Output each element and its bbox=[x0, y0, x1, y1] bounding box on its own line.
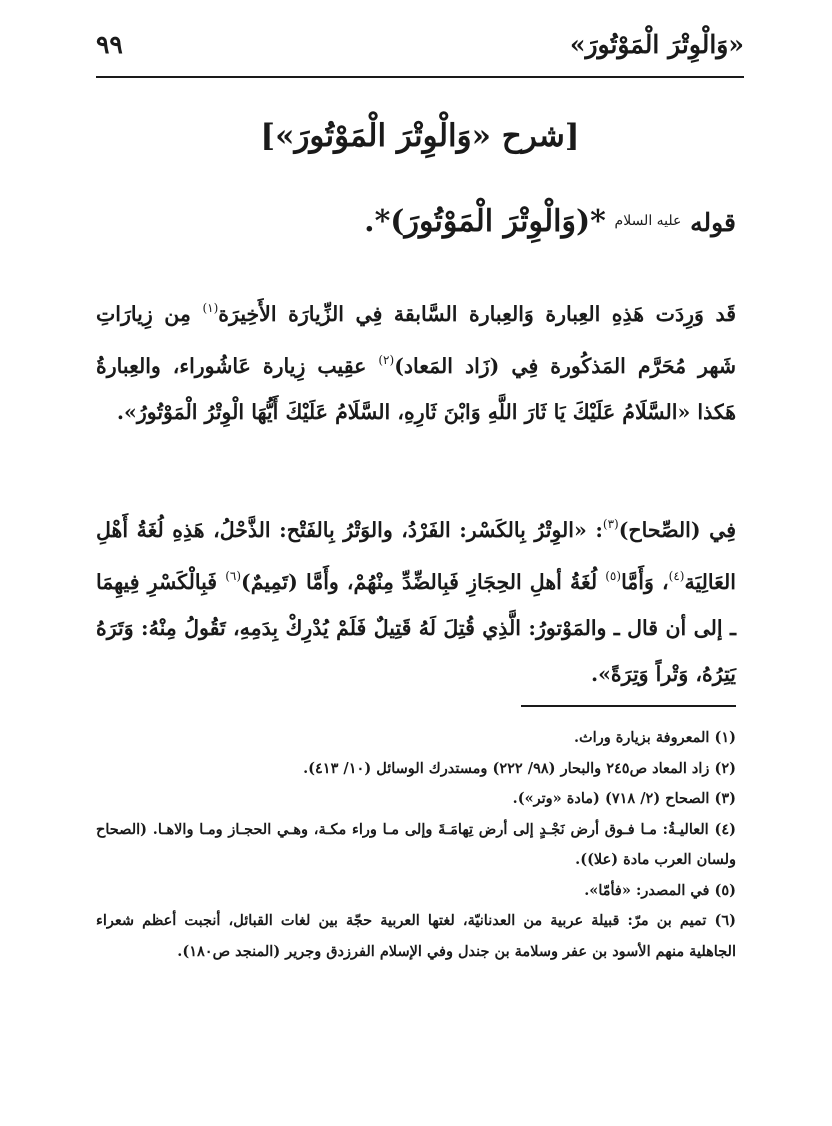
footnote-5: (٥) في المصدر: «فأمّا». bbox=[584, 881, 736, 899]
para2-part5: فَبِالْكَسْرِ فِيهِمَا ـ إلى أن قال ـ والمَوْتورُ: الَّذِي قُتِلَ لَهُ قَتِيلٌ فَلَمْ يُدْرِكْ بِدَمِهِ، تَقُولُ مِنْهُ: وَتَرَهُ يَتِرُهُ، وَتْراً وَتِرَةً». bbox=[96, 569, 736, 686]
para2-part4: لُغَةُ أهلِ الحِجَازِ فَبِالضِّدِّ مِنْهُمْ، وأَمَّا (تَمِيمٌ) bbox=[241, 569, 598, 594]
footnote-ref-6[interactable]: (٦) bbox=[225, 568, 242, 583]
qawl-quote: *(وَالْوِتْرَ الْمَوْتُورَ)*. bbox=[364, 204, 606, 239]
footnote-1: (١) المعروفة بزيارة وراث. bbox=[573, 729, 736, 746]
qawl-line bbox=[96, 204, 736, 239]
footnote-2: (٢) زاد المعاد ص٢٤٥ والبحار (٩٨/ ٢٢٢) ومستدرك الوسائل (١٠/ ٤١٣). bbox=[303, 759, 736, 777]
running-title: «وَالْوِتْرَ الْمَوْتُورَ» bbox=[569, 30, 744, 59]
para2-part2: : «الوِتْرُ بِالكَسْر: الفَرْدُ، والوَتْرُ بِالفَتْح: الذَّحْلُ، هَذِهِ لُغَةُ أَهْلِ العَالِيَة bbox=[96, 517, 736, 594]
section-heading: [شرح «وَالْوِتْرَ الْمَوْتُورَ»] bbox=[260, 118, 580, 154]
paragraph-2 bbox=[96, 501, 736, 691]
footnote-separator bbox=[521, 705, 736, 707]
footnote-ref-4[interactable]: (٤) bbox=[668, 568, 685, 583]
header-rule bbox=[96, 76, 744, 78]
paragraph-1 bbox=[96, 285, 736, 475]
footnote-3: (٣) الصحاح (٢/ ٧١٨) (مادة «وتر»). bbox=[512, 790, 736, 807]
footnote-4: (٤) العاليـةُ: مـا فـوق أرض نَجْـدٍ إلى أرض تِهامَـةَ وإلى مـا وراء مكـة، وهـي الحجـاز ومـا والاهـا. (الصحاح ولسان العرب مادة (علا)). bbox=[96, 820, 736, 868]
honorific: عليه السلام bbox=[614, 213, 682, 229]
para1-part3: عقِيب زِيارة عَاشُوراء، والعِبارةُ هَكذا «السَّلَامُ عَلَيْكَ يَا ثَارَ اللَّهِ وَابْنَ ثَارِهِ، السَّلَامُ عَلَيْكَ أَيُّهَا الْوِتْرُ الْمَوْتُورُ». bbox=[96, 353, 736, 424]
page-number: ٩٩ bbox=[96, 30, 123, 59]
para2-part3: ، وَأَمَّا bbox=[621, 569, 669, 594]
para1-part2: مِن زِيارَاتِ شَهر مُحَرَّم المَذكُورة فِي (زَاد المَعاد) bbox=[96, 301, 736, 378]
footnote-6: (٦) تميم بن مرّ: قبيلة عربية من العدنانيّة، لغتها العربية حجّة بين لغات القبائل، أنجبت أعظم شعراء الجاهلية منهم الأسود بن عفر وسلامة بن جندل وفي الإسلام الفرزدق وجرير (المنجد ص١٨٠). bbox=[96, 912, 736, 960]
footnotes bbox=[96, 723, 736, 967]
footnote-ref-5[interactable]: (٥) bbox=[605, 568, 622, 583]
footnote-ref-1[interactable]: (١) bbox=[202, 300, 219, 315]
footnote-ref-2[interactable]: (٢) bbox=[378, 352, 395, 367]
para2-part1: فِي (الصِّحاح) bbox=[618, 517, 736, 542]
footnote-ref-3[interactable]: (٣) bbox=[602, 516, 619, 531]
para1-part1: قَد وَرِدَت هَذِهِ العِبارة وَالعِبارة السَّابقة فِي الزِّيارَة الأَخِيرَة bbox=[218, 301, 736, 326]
qawl-label: قوله bbox=[690, 208, 736, 237]
